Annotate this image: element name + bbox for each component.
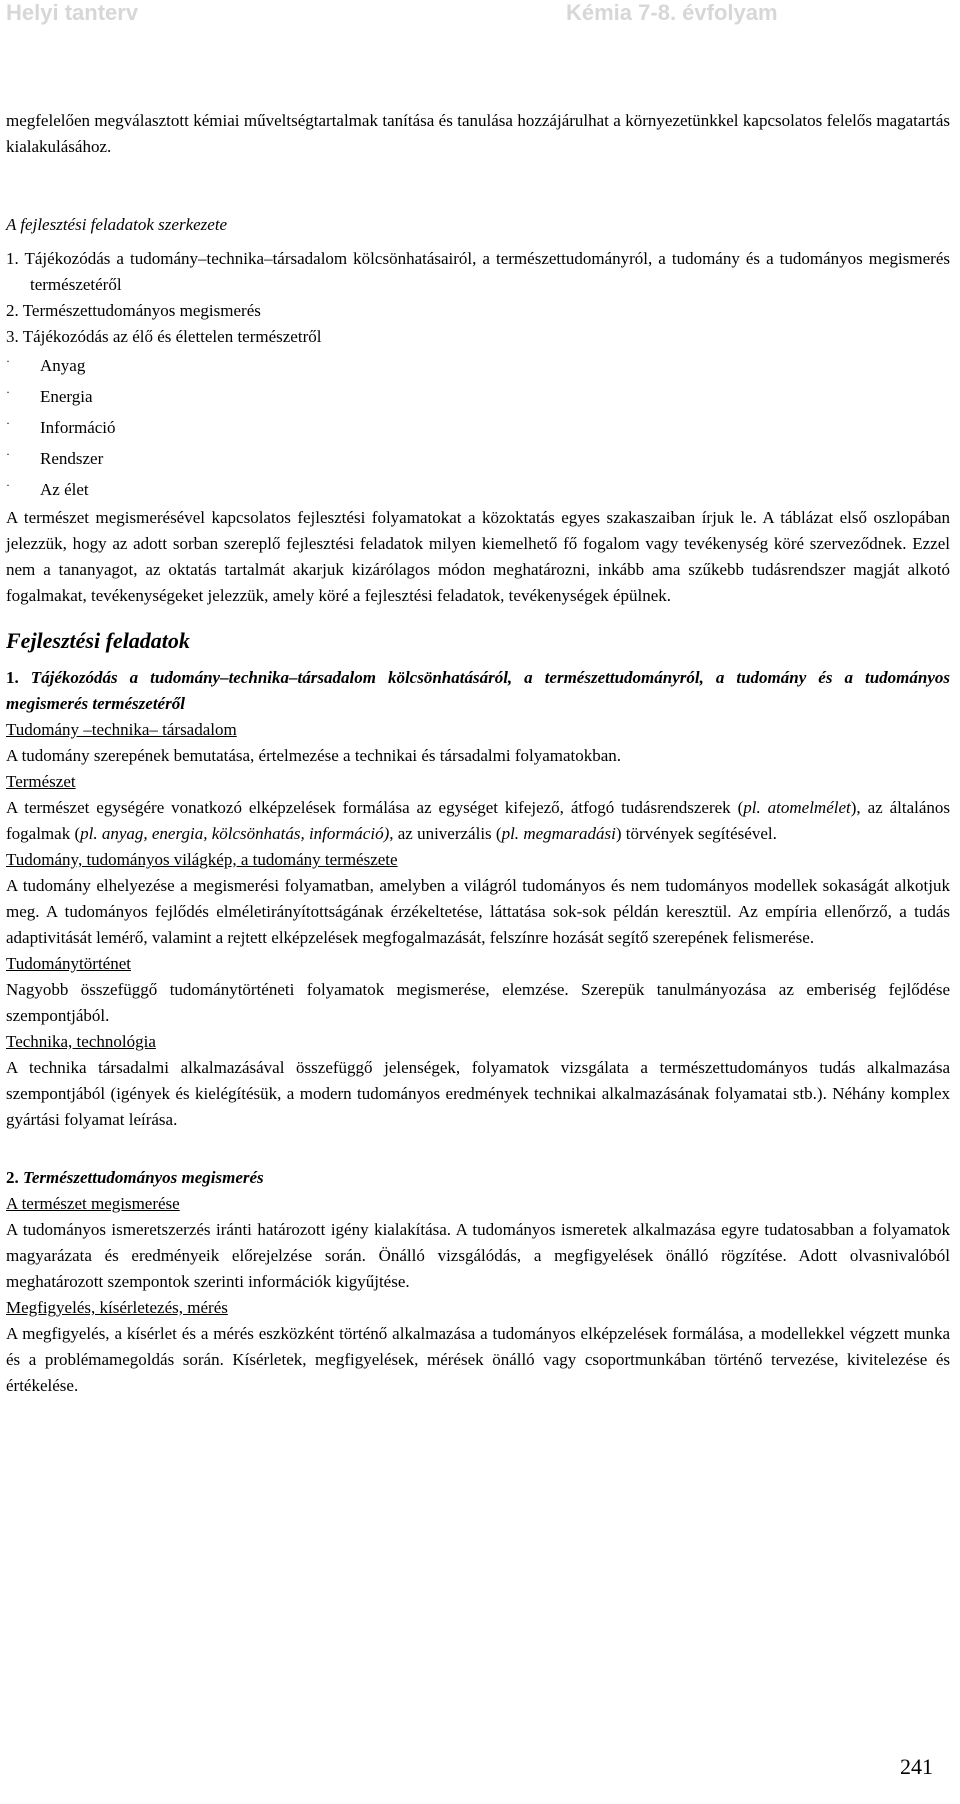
bullet-text: Rendszer (40, 449, 104, 468)
section1-sub1-title: Tudomány –technika– társadalom (6, 720, 237, 739)
section1-sub2-text (6, 795, 950, 847)
section1-sub2-title: Természet (6, 772, 76, 791)
sub2-example-1: atomelmélet (760, 798, 851, 817)
structure-item-1-text: Tájékozódás a tudomány–technika–társadalom kölcsönhatásairól, a természettudományról, a tudomány és a tudományos megismerés természetéről (24, 249, 950, 294)
section1-sub5-text: A technika társadalmi alkalmazásával összefüggő jelenségek, folyamatok vizsgálata a természettudományos tudás alkalmazása szempontjából (igények és kielégítésük, a modern tudományos eredmények technikai alkalmazásának folyamatai stb.). Néhány komplex gyártási folyamat leírása. (6, 1058, 950, 1129)
bullet-dot-icon: · (6, 385, 10, 399)
section2-sub2-title: Megfigyelés, kísérletezés, mérés (6, 1298, 228, 1317)
structure-paragraph: A természet megismerésével kapcsolatos fejlesztési folyamatokat a közoktatás egyes szakaszaiban írjuk le. A táblázat első oszlopában jelezzük, hogy az adott sorban szereplő fejlesztési feladatok milyen kiemelhető fő fogalom vagy tevékenység köré szerveződnek. Ezzel nem a tananyagot, az oktatás tartalmát akarjuk kizárólagos módon meghatározni, inkább ama szűkebb tudásrendszer magját alkotó fogalmakat, tevékenységeket jelezzük, amely köré a fejlesztési feladatok, tevékenységek épülnek. (6, 508, 950, 605)
page-header (0, 0, 960, 30)
sub2-part-b: ), az általános fogalmak ( (6, 798, 950, 843)
structure-item-3-num: 3. (6, 327, 19, 346)
bullet-text: Az élet (40, 480, 89, 499)
sub2-part-d: ) törvények segítésével. (615, 824, 777, 843)
bullet-item (6, 443, 950, 474)
section1-sub5-title: Technika, technológia (6, 1032, 156, 1051)
sub2-pl-1: pl. (743, 798, 761, 817)
sub2-pl-3: pl. (501, 824, 520, 843)
structure-title: A fejlesztési feladatok szerkezete (6, 215, 228, 234)
section1-heading-text: Tájékozódás a tudomány–technika–társadalom kölcsönhatásáról, a természettudományról, a tudomány és a tudományos megismerés természetéről (6, 668, 950, 713)
sub2-pl-2: pl. (80, 824, 98, 843)
structure-item-2-num: 2. (6, 301, 19, 320)
sub2-example-2: anyag, energia, kölcsönhatás, információ) (97, 824, 390, 843)
section2-sub1-text: A tudományos ismeretszerzés iránti határozott igény kialakítása. A tudományos ismeretek alkalmazása egyre tudatosabban a folyamatok magyarázata és eredményeik előrejelzése során. Önálló vizsgálódás, a megfigyelések önálló rögzítése. Adott olvasnivalóból meghatározott szempontok szerinti információk kigyűjtése. (6, 1220, 950, 1291)
section2-num: 2. (6, 1168, 19, 1187)
bullet-item (6, 474, 950, 505)
sub2-example-3: megmaradási (519, 824, 616, 843)
section2-heading-text: Természettudományos megismerés (23, 1168, 264, 1187)
section1-sub4-title: Tudománytörténet (6, 954, 131, 973)
bullet-dot-icon: · (6, 447, 10, 461)
structure-item-2 (6, 298, 950, 324)
sub2-part-a: A természet egységére vonatkozó elképzelések formálása az egységet kifejező, átfogó tudásrendszerek ( (6, 798, 744, 817)
header-left-text: Helyi tanterv (6, 0, 139, 25)
section2-heading (6, 1165, 950, 1191)
page-number: 241 (900, 1754, 933, 1779)
section1-sub3-title: Tudomány, tudományos világkép, a tudomány természete (6, 850, 398, 869)
intro-paragraph: megfelelően megválasztott kémiai műveltségtartalmak tanítása és tanulása hozzájárulhat a környezetünkkel kapcsolatos felelős magatartás kialakulásához. (6, 111, 950, 156)
bullet-dot-icon: · (6, 416, 10, 430)
structure-item-1-num: 1. (6, 249, 19, 268)
structure-item-3-text: Tájékozódás az élő és élettelen természetről (22, 327, 322, 346)
structure-item-1 (6, 246, 950, 298)
page-body (6, 108, 950, 1399)
section1-sub4-text: Nagyobb összefüggő tudománytörténeti folyamatok megismerése, elemzése. Szerepük tanulmányozása az emberiség fejlődése szempontjából. (6, 980, 950, 1025)
section1-num: 1. (6, 668, 19, 687)
sub2-part-c: , az univerzális ( (389, 824, 502, 843)
header-right-text: Kémia 7-8. évfolyam (566, 0, 778, 25)
bullet-dot-icon: · (6, 478, 10, 492)
section2-sub2-text: A megfigyelés, a kísérlet és a mérés eszközként történő alkalmazása a tudományos elképzelések formálása, a modellekkel végzett munka és a problémamegoldás során. Kísérletek, megfigyelések, mérések önálló vagy csoportmunkában történő tervezése, kivitelezése és értékelése. (6, 1324, 950, 1395)
section1-sub1-text: A tudomány szerepének bemutatása, értelmezése a technikai és társadalmi folyamatokban. (6, 746, 622, 765)
bullet-item (6, 381, 950, 412)
bullet-text: Információ (40, 418, 116, 437)
section2-sub1-title: A természet megismerése (6, 1194, 180, 1213)
section1-heading (6, 665, 950, 717)
structure-item-2-text: Természettudományos megismerés (22, 301, 261, 320)
bullet-item (6, 350, 950, 381)
structure-item-3 (6, 324, 950, 350)
tasks-title: Fejlesztési feladatok (6, 628, 190, 653)
bullet-text: Anyag (40, 356, 86, 375)
section1-sub3-text: A tudomány elhelyezése a megismerési folyamatban, amelyben a világról tudományos és nem tudományos modellek sokaságát alkotjuk meg. A tudományos fejlődés elméletirányítottságának érzékeltetése, láttatása sok-sok példán keresztül. Az empíria ellenőrző, a tudás adaptivitását lemérő, valamint a rejtett elképzelések megfogalmazását, felszínre hozását segítő szerepének felismerése. (6, 876, 950, 947)
bullet-dot-icon: · (6, 354, 10, 368)
bullet-item (6, 412, 950, 443)
bullet-text: Energia (40, 387, 93, 406)
